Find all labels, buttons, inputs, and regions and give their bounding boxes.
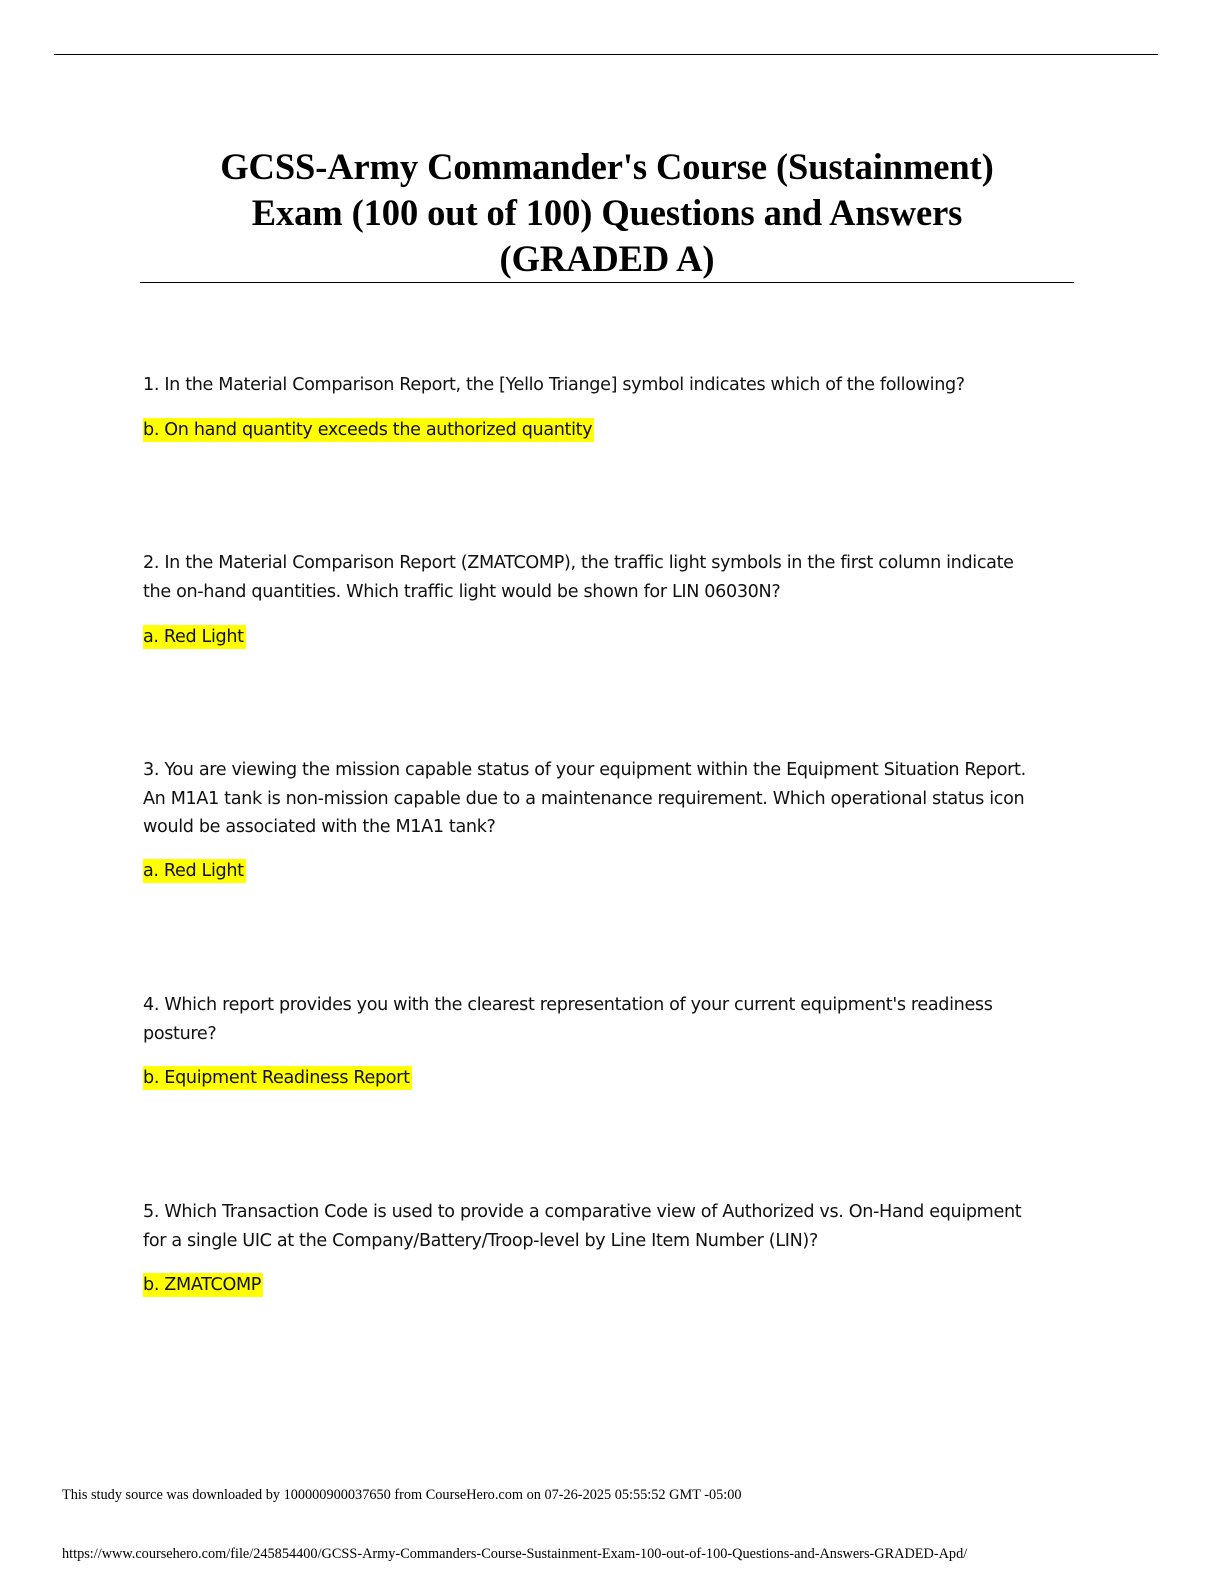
question-text-line: the on-hand quantities. Which traffic light would be shown for LIN 06030N? bbox=[143, 581, 781, 602]
question-text-line: 3. You are viewing the mission capable status of your equipment within the Equipment Situation Report. bbox=[143, 760, 1026, 780]
question-2 bbox=[143, 549, 1073, 606]
question-5 bbox=[143, 1198, 1073, 1255]
question-text-line: for a single UIC at the Company/Battery/Troop-level by Line Item Number (LIN)? bbox=[143, 1230, 818, 1251]
title-underline bbox=[140, 282, 1074, 283]
title-line-2: Exam (100 out of 100) Questions and Answers bbox=[251, 192, 963, 233]
answer-2-highlight: a. Red Light bbox=[143, 627, 244, 647]
document-title bbox=[140, 144, 1074, 282]
question-1 bbox=[143, 371, 1073, 400]
download-source-notice: This study source was downloaded by 100000900037650 from CourseHero.com on 07-26-2025 05:55:52 GMT -05:00 bbox=[62, 1487, 742, 1503]
question-text-line: 1. In the Material Comparison Report, the [Yello Triange] symbol indicates which of the following? bbox=[143, 375, 965, 395]
answer-1-highlight: b. On hand quantity exceeds the authorized quantity bbox=[143, 420, 593, 440]
source-url-link[interactable]: https://www.coursehero.com/file/245854400/GCSS-Army-Commanders-Course-Sustainment-Exam-100-out-of-100-Questions-and-Answers-GRADED-Apd/ bbox=[62, 1546, 968, 1562]
question-text-line: posture? bbox=[143, 1023, 217, 1044]
question-text-line: 2. In the Material Comparison Report (ZMATCOMP), the traffic light symbols in the first column indicate bbox=[143, 553, 1014, 573]
question-3 bbox=[143, 756, 1073, 842]
page-top-rule bbox=[54, 54, 1158, 55]
answer-5-highlight: b. ZMATCOMP bbox=[143, 1275, 262, 1295]
question-text-line: would be associated with the M1A1 tank? bbox=[143, 817, 496, 837]
title-line-1: GCSS-Army Commander's Course (Sustainment) bbox=[220, 146, 994, 187]
answer-3-highlight: a. Red Light bbox=[143, 861, 244, 881]
question-4 bbox=[143, 991, 1073, 1048]
title-line-3: (GRADED A) bbox=[499, 238, 715, 279]
question-text-line: An M1A1 tank is non-mission capable due to a maintenance requirement. Which operational status icon bbox=[143, 788, 1025, 809]
answer-4-highlight: b. Equipment Readiness Report bbox=[143, 1068, 410, 1088]
question-text-line: 4. Which report provides you with the clearest representation of your current equipment's readiness bbox=[143, 995, 993, 1015]
question-text-line: 5. Which Transaction Code is used to provide a comparative view of Authorized vs. On-Hand equipment bbox=[143, 1202, 1022, 1222]
